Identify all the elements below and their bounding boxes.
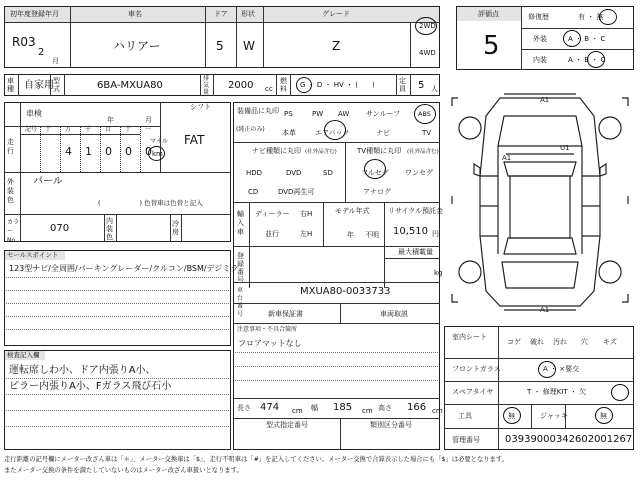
width-label: 幅	[311, 404, 318, 412]
divider	[521, 6, 522, 70]
mileage-digit: 4	[65, 145, 72, 158]
height-unit: cm	[432, 407, 443, 415]
mileage-digit: 0	[105, 145, 112, 158]
navi-sd: SD	[323, 169, 333, 177]
equip-airbag-circle	[324, 120, 346, 140]
door-value: 5	[216, 39, 224, 53]
glass-circle	[538, 361, 556, 378]
divider	[18, 74, 19, 96]
drive-2wd: 2WD	[419, 22, 436, 30]
divider	[498, 326, 499, 450]
divider	[444, 428, 634, 429]
capacity-unit: 人	[431, 85, 438, 93]
displacement-unit: cc	[265, 85, 273, 93]
jack-circle	[595, 407, 613, 424]
first-reg-label: 初年度登録年月	[10, 10, 59, 18]
mileage-digit: 0	[145, 145, 152, 158]
mileage-unit-km: km	[152, 150, 163, 158]
length-value: 474	[260, 402, 280, 413]
divider	[104, 214, 105, 242]
grade-value: Z	[332, 39, 341, 53]
max-load-unit: kg	[434, 269, 443, 277]
equip-ps: PS	[284, 110, 293, 118]
inspection-month: 月	[145, 116, 152, 124]
rule	[6, 426, 229, 427]
shift-value: FAT	[184, 133, 205, 147]
tv-fullseg: フルセグ	[361, 169, 389, 177]
mileage-digit-header: 記号	[25, 126, 38, 133]
first-reg-value: R03	[12, 35, 36, 49]
recycle-unit: 円	[432, 230, 439, 238]
divider	[233, 282, 440, 283]
divider	[444, 381, 634, 382]
mileage-column-divider	[80, 126, 81, 172]
car-damage-diagram	[444, 76, 636, 324]
capacity-label: 定員	[399, 77, 406, 93]
divider	[396, 74, 397, 96]
model-label: 型式	[53, 77, 60, 93]
equipment-label: 装備品に丸印	[237, 107, 279, 115]
rule	[235, 380, 438, 381]
height-label: 高さ	[378, 404, 392, 412]
navi-cd: CD	[248, 188, 259, 196]
model-value: 6BA-MXUA80	[97, 80, 163, 91]
category-value: 自家用	[24, 80, 54, 91]
recycle-value: 10,510	[393, 226, 428, 237]
mileage-label: 走行	[7, 138, 14, 155]
mileage-column-divider	[60, 126, 61, 172]
equip-airbag: エアバック	[315, 129, 350, 137]
shift-label: シフト	[190, 103, 211, 111]
divider	[340, 418, 341, 450]
category-label: 車種	[7, 77, 14, 93]
divider	[213, 74, 214, 96]
glass-options: A ・ ×要交	[543, 365, 580, 373]
divider	[116, 214, 117, 242]
divider	[323, 202, 324, 246]
shape-label: 形状	[241, 10, 255, 18]
drive-4wd: 4WD	[419, 49, 436, 57]
rule	[6, 277, 229, 278]
rule	[235, 352, 438, 353]
interior-circle	[587, 51, 605, 68]
inspection-label: 車検	[26, 109, 42, 118]
divider	[410, 74, 411, 96]
interior-label: 内装	[533, 56, 547, 64]
equip-navi: ナビ	[376, 129, 390, 137]
inspector-label: 検査記入欄	[7, 351, 40, 359]
divider	[236, 6, 237, 68]
capacity-value: 5	[418, 80, 425, 91]
mileage-column-divider	[120, 126, 121, 172]
diagram-mark-2: A1	[502, 154, 512, 162]
type-designation-label: 型式指定番号	[266, 421, 308, 429]
equip-abs: ABS	[418, 110, 431, 118]
equip-aw: AW	[338, 110, 350, 118]
interior-color-label: 内装色	[106, 217, 113, 241]
divider	[233, 323, 440, 324]
rule	[6, 329, 229, 330]
manual-label: 車両取説	[380, 310, 408, 318]
mileage-column-divider	[140, 126, 141, 172]
category-number-label: 類別区分番号	[370, 421, 412, 429]
exterior-color-value: パール	[33, 176, 63, 187]
fuel-label: 燃料	[280, 77, 287, 93]
divider	[170, 214, 171, 242]
navi-sublabel: (社外品含む)	[305, 149, 337, 155]
score-value: 5	[483, 31, 500, 61]
navi-dvd: DVD	[286, 169, 302, 177]
recycle-label: リサイクル預託金	[388, 207, 444, 215]
exterior-color-note: ( ) 色替車は色替と記入	[98, 199, 203, 207]
tv-oneseg: ワンセグ	[405, 169, 433, 177]
notes-label: 注意事項・不具合箇所	[237, 326, 298, 333]
tools-circle	[503, 407, 521, 424]
divider	[345, 142, 346, 202]
height-value: 166	[407, 402, 427, 413]
diagram-mark-3: U1	[560, 144, 570, 152]
divider	[233, 246, 440, 247]
jack-value: 無	[600, 412, 607, 420]
divider	[444, 358, 634, 359]
seat-yabure: 破れ	[530, 338, 544, 346]
divider	[64, 74, 65, 96]
import-label: 輸入車	[237, 210, 244, 236]
divider	[340, 303, 341, 323]
repair-options: 有 ・ 無	[578, 13, 604, 21]
model-year-value: 不明	[365, 231, 379, 239]
width-unit: cm	[362, 407, 373, 415]
divider	[521, 28, 634, 29]
divider	[384, 202, 385, 288]
divider	[233, 303, 440, 304]
divider	[531, 404, 532, 428]
spare-circle	[611, 384, 629, 401]
footer-line-2: またメーター交換の条件を満たしていないものはメーター改ざん車扱いとなります。	[4, 467, 243, 474]
import-parallel: 並行	[265, 230, 279, 238]
fuel-circle	[296, 77, 312, 93]
jack-label: ジャッキ	[540, 412, 568, 420]
tv-fullseg-circle	[364, 159, 386, 179]
import-left: 左H	[300, 230, 313, 238]
mileage-unit-mile: マイル	[150, 138, 168, 145]
mileage-digit-header: 一	[145, 126, 152, 133]
divider	[290, 74, 291, 96]
mileage-digit-header: 百	[105, 126, 112, 133]
mileage-digit-header: 万	[65, 126, 72, 133]
notes-value: フロアマットなし	[238, 339, 302, 348]
exterior-circle	[563, 30, 581, 47]
ac-label: 冷房	[172, 220, 179, 236]
mileage-km-circle	[148, 146, 165, 161]
displacement-label: 排気量	[203, 75, 210, 96]
spare-options: T ・ 修理KIT ・ 欠	[527, 388, 587, 396]
exterior-label: 外装	[533, 35, 547, 43]
divider	[276, 74, 277, 96]
tv-analog: アナログ	[363, 188, 391, 196]
divider	[205, 6, 206, 68]
rule	[235, 366, 438, 367]
inspector-line-2: ピラー内張りA小、Fガラス飛び石小	[9, 381, 172, 392]
month-unit: 月	[52, 57, 59, 65]
divider	[233, 142, 440, 143]
repair-label: 修復歴	[528, 13, 549, 21]
tv-sublabel: (社外品含む)	[407, 149, 439, 155]
seat-yogore: 汚れ	[553, 338, 567, 346]
equipment-sublabel: (純正のみ)	[236, 126, 265, 133]
mgmt-label: 管理番号	[452, 436, 480, 444]
first-reg-month: 2	[38, 47, 45, 58]
registration-label: 登録番号	[237, 252, 244, 284]
seat-kizu: キズ	[603, 338, 617, 346]
color-no-value: 070	[50, 223, 70, 234]
mileage-column-divider	[40, 126, 41, 172]
equip-pw: PW	[312, 110, 324, 118]
color-no-label: カラーNo.	[7, 219, 20, 244]
divider	[410, 22, 411, 68]
seat-label: 室内シート	[452, 333, 487, 341]
divider	[444, 404, 634, 405]
rule	[6, 394, 229, 395]
rule	[6, 378, 229, 379]
equip-abs-circle	[414, 104, 436, 124]
mileage-digit-header: 十	[125, 126, 132, 133]
interior-options: A ・ B ・ C	[568, 56, 606, 64]
spare-label: スペアタイヤ	[452, 388, 494, 396]
footer-line-1: 走行距離の記号欄にメーター改ざん車は「＊」、メーター交換車は「$」、走行不明車は「#」を記入してください。メーター交換で合算表示した場合にも「$」は必要となります。	[4, 456, 508, 463]
navi-label: ナビ種類に丸印	[252, 147, 301, 155]
tools-label: 工具	[458, 412, 472, 420]
navi-dvd-play: DVD再生可	[278, 188, 315, 196]
divider	[4, 172, 231, 173]
divider	[249, 202, 250, 246]
carname-label: 車名	[128, 10, 142, 18]
rule	[6, 410, 229, 411]
tools-value: 無	[508, 412, 515, 420]
divider	[521, 49, 634, 50]
sales-point-label: セールスポイント	[7, 251, 59, 259]
divider	[384, 258, 440, 259]
width-value: 185	[333, 402, 353, 413]
divider	[70, 6, 71, 68]
diagram-mark-1: A1	[540, 96, 550, 104]
equip-tv: TV	[422, 129, 432, 137]
divider	[263, 6, 264, 68]
divider	[233, 202, 440, 203]
carname-value: ハリアー	[113, 39, 161, 53]
chassis-label: 車台番号	[237, 287, 244, 318]
import-right: 右H	[300, 210, 313, 218]
inspection-year: 年	[107, 116, 114, 124]
divider	[200, 74, 201, 96]
mileage-digit: 0	[125, 145, 132, 158]
equip-sunroof: サンルーフ	[366, 110, 401, 118]
length-unit: cm	[292, 407, 303, 415]
mileage-digit-header: 十	[45, 126, 52, 133]
score-label: 評価点	[478, 10, 499, 18]
mgmt-value: 03939000342602001267	[505, 434, 633, 445]
max-load-label: 最大積載量	[398, 248, 433, 256]
mileage-digit-header: 千	[85, 126, 92, 133]
seat-koge: コゲ	[507, 338, 521, 346]
rule	[6, 290, 229, 291]
rule	[6, 303, 229, 304]
warranty-label: 新車保証書	[268, 310, 303, 318]
import-dealer: ディーラー	[255, 210, 290, 218]
equip-leather: 本革	[282, 129, 296, 137]
divider	[233, 418, 440, 419]
inspector-line-1: 運転席しわ小、ドア内張りA小、	[9, 365, 156, 376]
navi-hdd: HDD	[246, 169, 263, 177]
sales-point-text: 123型ナビ/全周囲/パーキングレーダー/クルコン/BSM/デジミラ	[9, 264, 239, 273]
tv-label: TV種類に丸印	[357, 147, 402, 155]
divider	[160, 102, 161, 172]
divider	[233, 398, 440, 399]
seat-ana: 穴	[581, 338, 588, 346]
mileage-digit: 1	[85, 145, 92, 158]
grade-label: グレード	[322, 10, 350, 18]
exterior-options: A ・ B ・ C	[568, 35, 606, 43]
divider	[4, 214, 231, 215]
model-year-unit: 年	[347, 231, 354, 239]
glass-label: フロントガラス	[452, 365, 501, 373]
displacement-value: 2000	[228, 80, 254, 91]
door-label: ドア	[214, 10, 228, 18]
chassis-value: MXUA80-0033733	[300, 286, 391, 297]
length-label: 長さ	[237, 404, 251, 412]
rule	[6, 316, 229, 317]
exterior-color-label: 外装色	[7, 178, 14, 204]
repair-circle	[599, 9, 617, 25]
model-year-label: モデル年式	[335, 207, 370, 215]
mileage-column-divider	[100, 126, 101, 172]
diagram-mark-4: A1	[540, 306, 550, 314]
fuel-options: G ・ D ・ HV ・ ( )	[300, 81, 375, 89]
shape-value: W	[243, 39, 255, 53]
divider	[181, 214, 182, 242]
